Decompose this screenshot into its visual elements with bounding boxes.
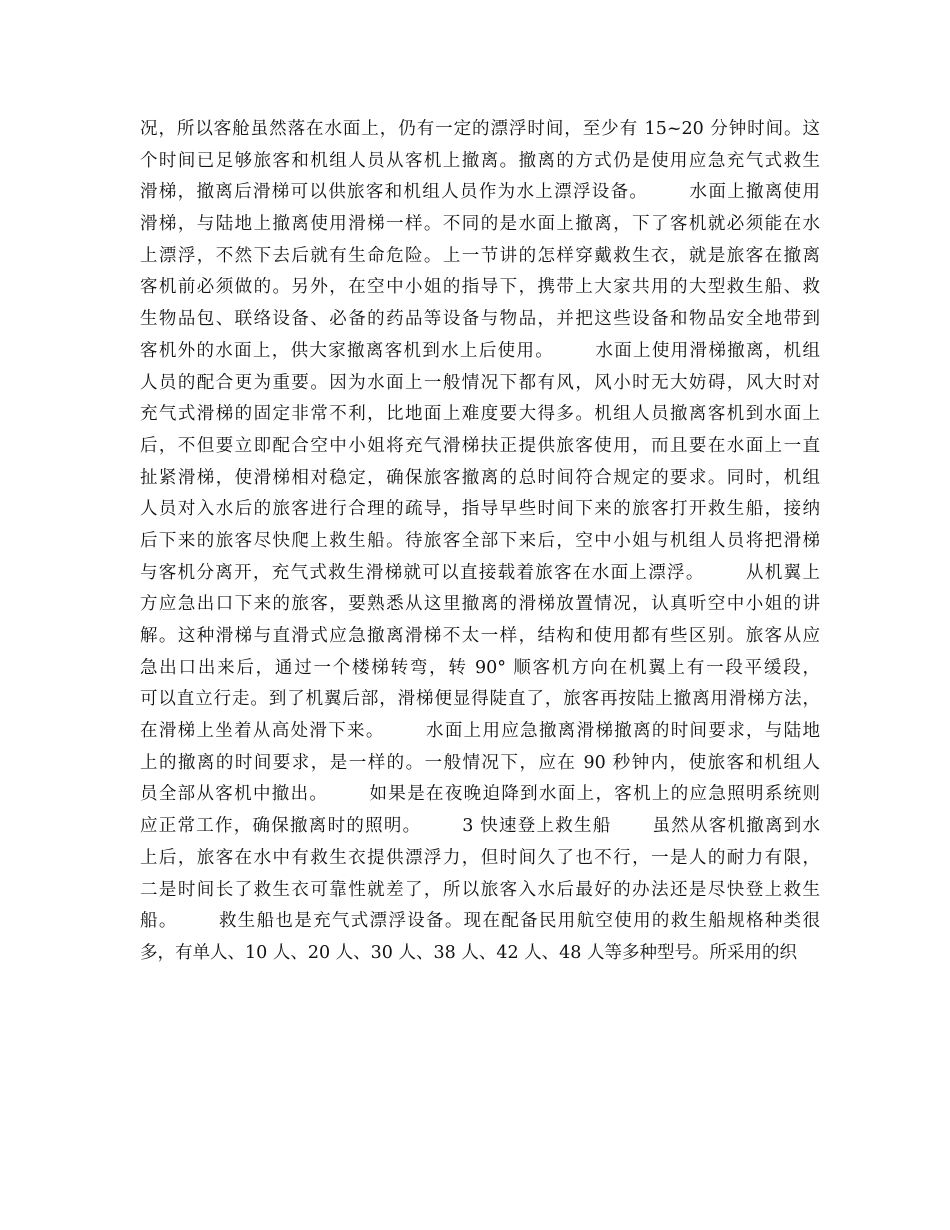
text-line: 客机前必须做的。另外，在空中小姐的指导下，携带上大家共用的大型救生船、救 — [140, 277, 820, 298]
body-text — [140, 114, 820, 970]
text-line: 上后，旅客在水中有救生衣提供漂浮力，但时间久了也不行，一是人的耐力有限， — [140, 847, 820, 868]
text-line: 方应急出口下来的旅客，要熟悉从这里撤离的滑梯放置情况，认真听空中小姐的讲 — [140, 594, 820, 615]
text-line: 生物品包、联络设备、必备的药品等设备与物品，并把这些设备和物品安全地带到 — [140, 309, 820, 330]
text-line: 滑梯，与陆地上撤离使用滑梯一样。不同的是水面上撤离，下了客机就必须能在水 — [140, 214, 820, 235]
text-line: 充气式滑梯的固定非常不利，比地面上难度要大得多。机组人员撤离客机到水面上 — [140, 404, 820, 425]
text-line: 后，不但要立即配合空中小姐将充气滑梯扶正提供旅客使用，而且要在水面上一直 — [140, 435, 820, 456]
text-line: 与客机分离开，充气式救生滑梯就可以直接载着旅客在水面上漂浮。 从机翼上 — [140, 562, 820, 583]
text-line: 应正常工作，确保撤离时的照明。 3 快速登上救生船 虽然从客机撤离到水 — [140, 816, 820, 837]
text-line: 人员的配合更为重要。因为水面上一般情况下都有风，风小时无大妨碍，风大时对 — [140, 372, 820, 393]
text-line: 滑梯，撤离后滑梯可以供旅客和机组人员作为水上漂浮设备。 水面上撤离使用 — [140, 182, 820, 203]
text-line: 上漂浮，不然下去后就有生命危险。上一节讲的怎样穿戴救生衣，就是旅客在撤离 — [140, 245, 820, 266]
text-line: 况，所以客舱虽然落在水面上，仍有一定的漂浮时间，至少有 15~20 分钟时间。这 — [140, 119, 820, 139]
text-line: 员全部从客机中撤出。 如果是在夜晚迫降到水面上，客机上的应急照明系统则 — [140, 784, 820, 805]
text-line: 船。 救生船也是充气式漂浮设备。现在配备民用航空使用的救生船规格种类很 — [140, 911, 820, 932]
text-line: 后下来的旅客尽快爬上救生船。待旅客全部下来后，空中小姐与机组人员将把滑梯 — [140, 530, 820, 551]
text-line: 在滑梯上坐着从高处滑下来。 水面上用应急撤离滑梯撤离的时间要求，与陆地 — [140, 721, 820, 742]
text-line: 上的撤离的时间要求，是一样的。一般情况下，应在 90 秒钟内，使旅客和机组人 — [140, 752, 820, 773]
text-line: 可以直立行走。到了机翼后部，滑梯便显得陡直了，旅客再按陆上撤离用滑梯方法， — [140, 689, 820, 710]
text-line: 解。这种滑梯与直滑式应急撤离滑梯不太一样，结构和使用都有些区别。旅客从应 — [140, 626, 820, 646]
text-line: 急出口出来后，通过一个楼梯转弯，转 90° 顺客机方向在机翼上有一段平缓段， — [140, 657, 820, 678]
text-line: 个时间已足够旅客和机组人员从客机上撤离。撤离的方式仍是使用应急充气式救生 — [140, 150, 820, 171]
text-line: 客机外的水面上，供大家撤离客机到水上后使用。 水面上使用滑梯撤离，机组 — [140, 340, 820, 361]
text-line: 二是时间长了救生衣可靠性就差了，所以旅客入水后最好的办法还是尽快登上救生 — [140, 879, 820, 900]
text-line: 人员对入水后的旅客进行合理的疏导，指导早些时间下来的旅客打开救生船，接纳 — [140, 499, 820, 520]
text-line: 扯紧滑梯，使滑梯相对稳定，确保旅客撤离的总时间符合规定的要求。同时，机组 — [140, 467, 820, 488]
text-line: 多，有单人、10 人、20 人、30 人、38 人、42 人、48 人等多种型号。所采用的织 — [140, 942, 797, 963]
